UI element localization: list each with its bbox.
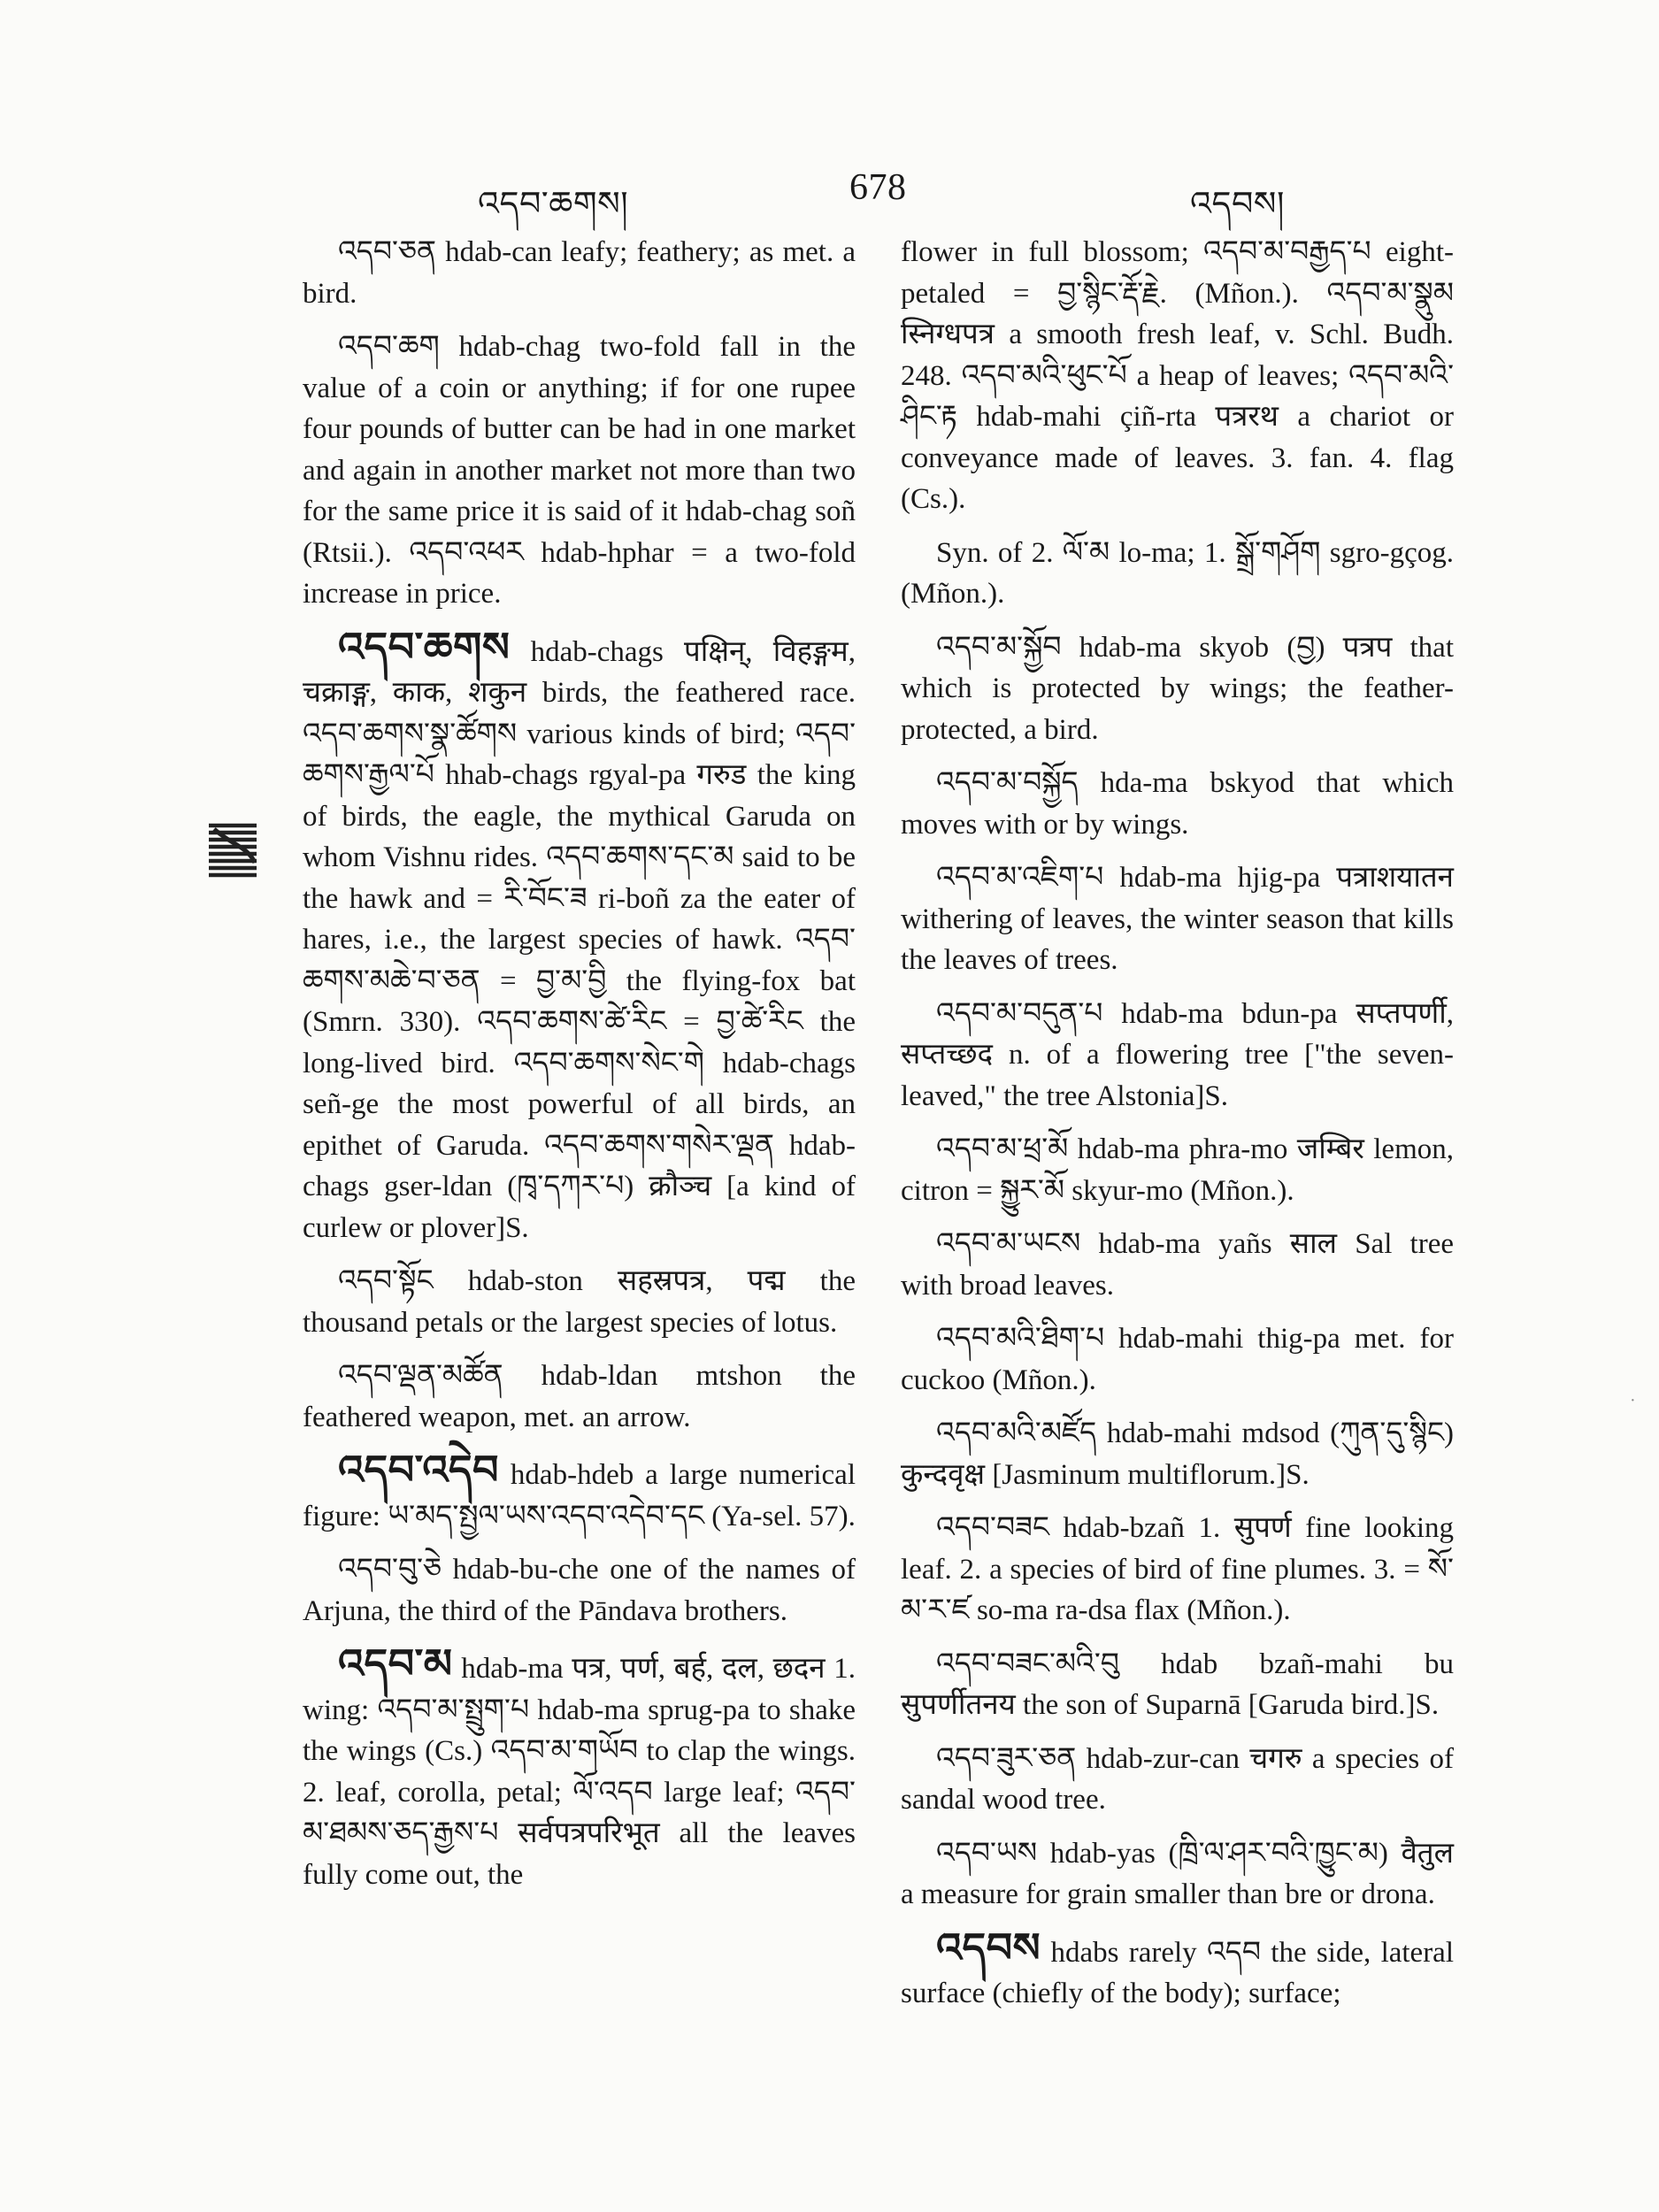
entry <box>303 1450 856 1537</box>
entry: འདབ་མ་བསྐྱོད hda-ma bskyod that which moves with or by wings. <box>901 767 1454 841</box>
entry: འདབ་ཆག hdab-chag two-fold fall in the value of a coin or anything; if for one rupee four pounds of butter can be had in one market and again in another market not more than two for the same price it is said of it hdab-chag soñ (Rtsii.). འདབ་འཕར hdab-hphar = a two-fold increase in price. <box>303 331 856 610</box>
entry: འདབ་མ་སྐྱོབ hdab-ma skyob (བྱ) पत्रप that which is protected by wings; the feather-protected, a bird. <box>901 631 1454 746</box>
entry: འདབ་མ་བདུན་པ hdab-ma bdun-pa सप्तपर्णी, सप्तच्छद n. of a flowering tree ["the seven-leaved," the tree Alstonia]S. <box>901 997 1454 1112</box>
right-column <box>901 232 1454 2027</box>
headword: འདབ་འདེབ <box>338 1448 499 1493</box>
entry: འདབ་ཅན hdab-can leafy; feathery; as met. a bird. <box>303 236 856 310</box>
entry-text: hdab-chags पक्षिन्, विहङ्गम, चक्राङ्ग, काक, शकुन birds, the feathered race. འདབ་ཆགས་སྣ་ཚོགས various kinds of bird; འདབ་ཆགས་རྒྱལ་པོ hhab-chags rgyal-pa गरुड the king of birds, the eagle, the mythical Garuda on whom Vishnu rides. འདབ་ཆགས་དང་མ said to be the hawk and = རི་བོང་ཟ ri-boñ za the eater of hares, i.e., the largest species of hawk. འདབ་ཆགས་མཆེ་བ་ཅན = བྱ་མ་བྱི the flying-fox bat (Smrn. 330). འདབ་ཆགས་ཚེ་རིང = བྱ་ཚེ་རིང the long-lived bird. འདབ་ཆགས་སེང་གེ hdab-chags señ-ge the most powerful of all birds, an epithet of Garuda. འདབ་ཆགས་གསེར་ལྡན hdab-chags gser-ldan (ཁྭ་དཀར་པ) क्रौञ्च [a kind of curlew or plover]S. <box>303 635 856 1244</box>
entry: འདབ་མ་ཡངས hdab-ma yañs साल Sal tree with broad leaves. <box>901 1228 1454 1302</box>
page-speck: · <box>1630 1391 1636 1410</box>
entry: འདབ་བཟང་མའི་བུ hdab bzañ-mahi bu सुपर्णीतनय the son of Suparnā [Garuda bird.]S. <box>901 1647 1454 1721</box>
left-column <box>303 232 856 1908</box>
running-head-left: འདབ་ཆགས། <box>478 186 629 223</box>
headword: འདབ་ཆགས <box>338 624 511 670</box>
entry: འདབ་མའི་མཛོད hdab-mahi mdsod (ཀུན་དུ་སྙིང) कुन्दवृक्ष [Jasminum multiflorum.]S. <box>901 1417 1454 1491</box>
entry-text: hdabs rarely འདབ the side, lateral surface (chiefly of the body); surface; <box>901 1936 1454 2009</box>
entry-text: hdab-ma पत्र, पर्ण, बर्ह, दल, छदन 1. wing: འདབ་མ་སྤྲུག་པ hdab-ma sprug-pa to shake the wings (Cs.) འདབ་མ་གཡོབ to clap the wings. 2. leaf, corolla, petal; ལོ་འདབ large leaf; འདབ་མ་ཐམས་ཅད་རྒྱས་པ सर्वपत्रपरिभूत all the leaves fully come out, the <box>303 1653 856 1891</box>
synonyms: Syn. of 2. ལོ་མ lo-ma; 1. སྒྲོ་གཤོག sgro-gçog. (Mñon.). <box>901 536 1454 610</box>
entry: འདབ་མ་འཇིག་པ hdab-ma hjig-pa पत्राशयातन withering of leaves, the winter season that kills the leaves of trees. <box>901 862 1454 976</box>
entry-text: hdab-hdeb a large numerical figure: ཡ་མད་སྤྱལ་ཡས་འདབ་འདེབ་དང (Ya-sel. 57). <box>303 1459 856 1532</box>
entry: འདབ་མ་ཕྲ་མོ hdab-ma phra-mo जम्बिर lemon, citron = སྐྱུར་མོ skyur-mo (Mñon.). <box>901 1133 1454 1207</box>
entry: འདབ་ཟུར་ཅན hdab-zur-can चगरु a species of sandal wood tree. <box>901 1742 1454 1816</box>
running-head-right: འདབས། <box>1190 186 1285 223</box>
entry: འདབ་སྟོང hdab-ston सहस्रपत्र, पद्म the thousand petals or the largest species of lotus. <box>303 1265 856 1339</box>
entry: འདབ་ཡས hdab-yas (ཁྲི་ལ་ཤར་བའི་ཁྱུང་མ) वैतुल a measure for grain smaller than bre or drona. <box>901 1837 1454 1910</box>
headword: འདབ་མ <box>338 1641 453 1686</box>
entry <box>901 1924 1454 2015</box>
entry: འདབ་བཟང hdab-bzañ 1. सुपर्ण fine looking leaf. 2. a species of bird of fine plumes. 3. = སོ་མ་ར་ཛ so-ma ra-dsa flax (Mñon.). <box>901 1512 1454 1626</box>
entry <box>303 624 856 1249</box>
entry-continuation: flower in full blossom; འདབ་མ་བརྒྱད་པ eight-petaled = བྱ་སྙིང་རྡོ་རྗེ. (Mñon.). འདབ་མ་སྣུམ स्निग्धपत्र a smooth fresh leaf, v. Schl. Budh. 248. འདབ་མའི་ཕུང་པོ a heap of leaves; འདབ་མའི་ཤིང་རྟ hdab-mahi çiñ-rta पत्ररथ a chariot or conveyance made of leaves. 3. fan. 4. flag (Cs.). <box>901 236 1454 515</box>
page-number: 678 <box>849 167 907 208</box>
margin-tab-marker <box>205 820 260 882</box>
entry <box>303 1641 856 1895</box>
entry: འདབ་བུ་ཅེ hdab-bu-che one of the names of Arjuna, the third of the Pāndava brothers. <box>303 1554 856 1627</box>
entry: འདབ་མའི་ཐིག་པ hdab-mahi thig-pa met. for cuckoo (Mñon.). <box>901 1323 1454 1396</box>
entry: འདབ་ལྡན་མཚོན hdab-ldan mtshon the feathered weapon, met. an arrow. <box>303 1360 856 1433</box>
headword: འདབས <box>936 1924 1041 1970</box>
